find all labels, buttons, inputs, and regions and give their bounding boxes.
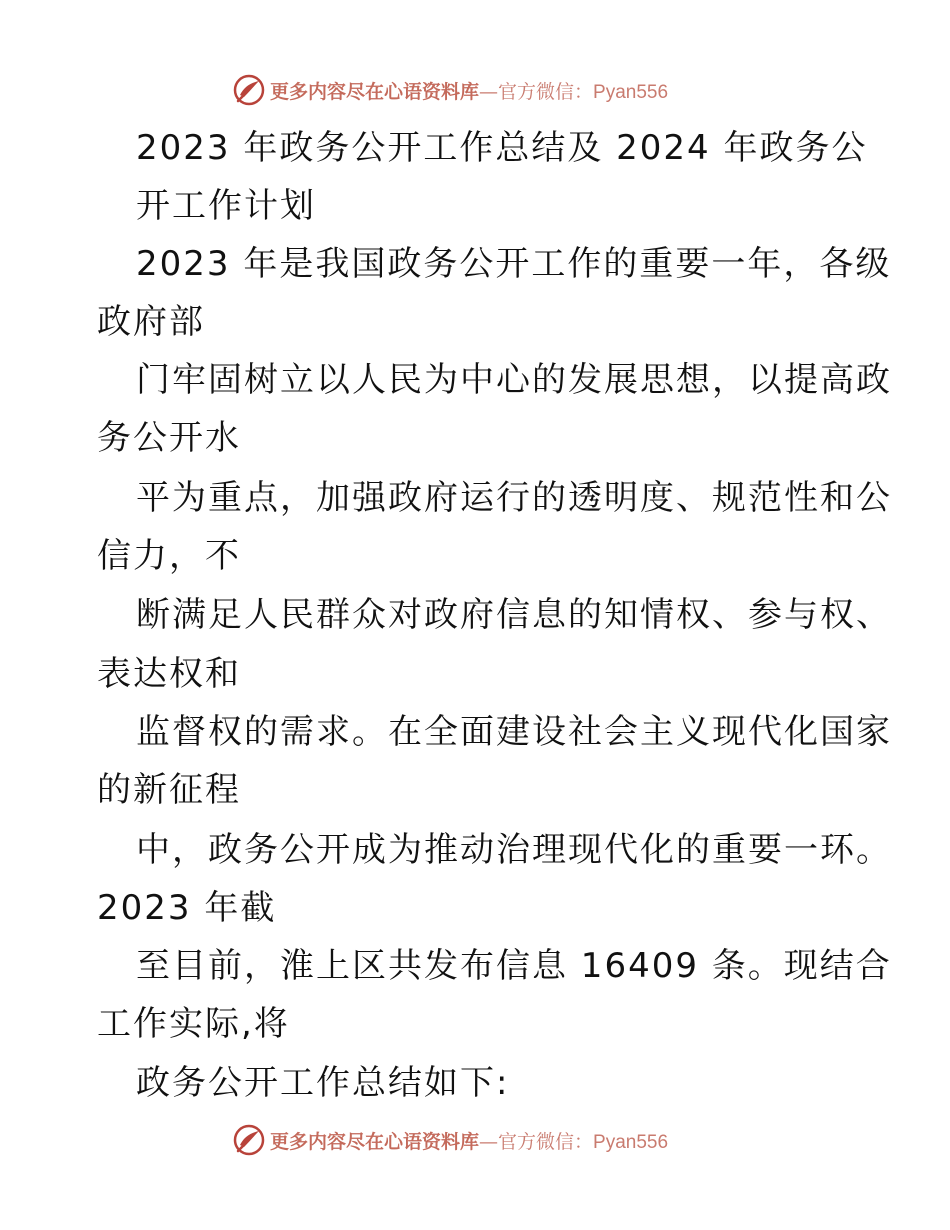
body-line: 断满足人民群众对政府信息的知情权、参与权、 (136, 595, 892, 635)
header-banner (232, 70, 668, 110)
body-line: 平为重点，加强政府运行的透明度、规范性和公 (136, 478, 892, 518)
title-line-2: 开工作计划 (136, 186, 316, 226)
banner-main-text: 更多内容尽在心语资料库 (270, 80, 480, 103)
body-line: 务公开水 (97, 418, 241, 458)
banner-wechat-id: Pyan556 (593, 1131, 669, 1153)
body-line: 的新征程 (97, 770, 241, 810)
pen-logo-icon (232, 73, 266, 107)
body-line: 政府部 (97, 302, 205, 342)
footer-banner (232, 1120, 668, 1160)
body-line: 工作实际,将 (97, 1004, 290, 1044)
banner-wechat-label: 官方微信： (498, 80, 594, 103)
title-line-1: 2023 年政务公开工作总结及 2024 年政务公 (136, 128, 868, 168)
banner-main-text: 更多内容尽在心语资料库 (270, 1130, 480, 1153)
body-line: 至目前，淮上区共发布信息 16409 条。现结合 (136, 946, 892, 986)
banner-wechat-label: 官方微信： (498, 1130, 594, 1153)
body-line: 信力，不 (97, 536, 241, 576)
banner-wechat-id: Pyan556 (593, 81, 669, 103)
body-line: 政务公开工作总结如下: (136, 1063, 510, 1103)
body-line: 门牢固树立以人民为中心的发展思想，以提高政 (136, 360, 892, 400)
banner-dash: — (479, 80, 499, 103)
body-line: 表达权和 (97, 654, 241, 694)
body-line: 2023 年是我国政务公开工作的重要一年，各级 (136, 244, 892, 284)
pen-logo-icon (232, 1123, 266, 1157)
body-line: 监督权的需求。在全面建设社会主义现代化国家 (136, 712, 892, 752)
banner-dash: — (479, 1130, 499, 1153)
body-line: 中，政务公开成为推动治理现代化的重要一环。 (136, 830, 892, 870)
body-line: 2023 年截 (97, 888, 277, 928)
